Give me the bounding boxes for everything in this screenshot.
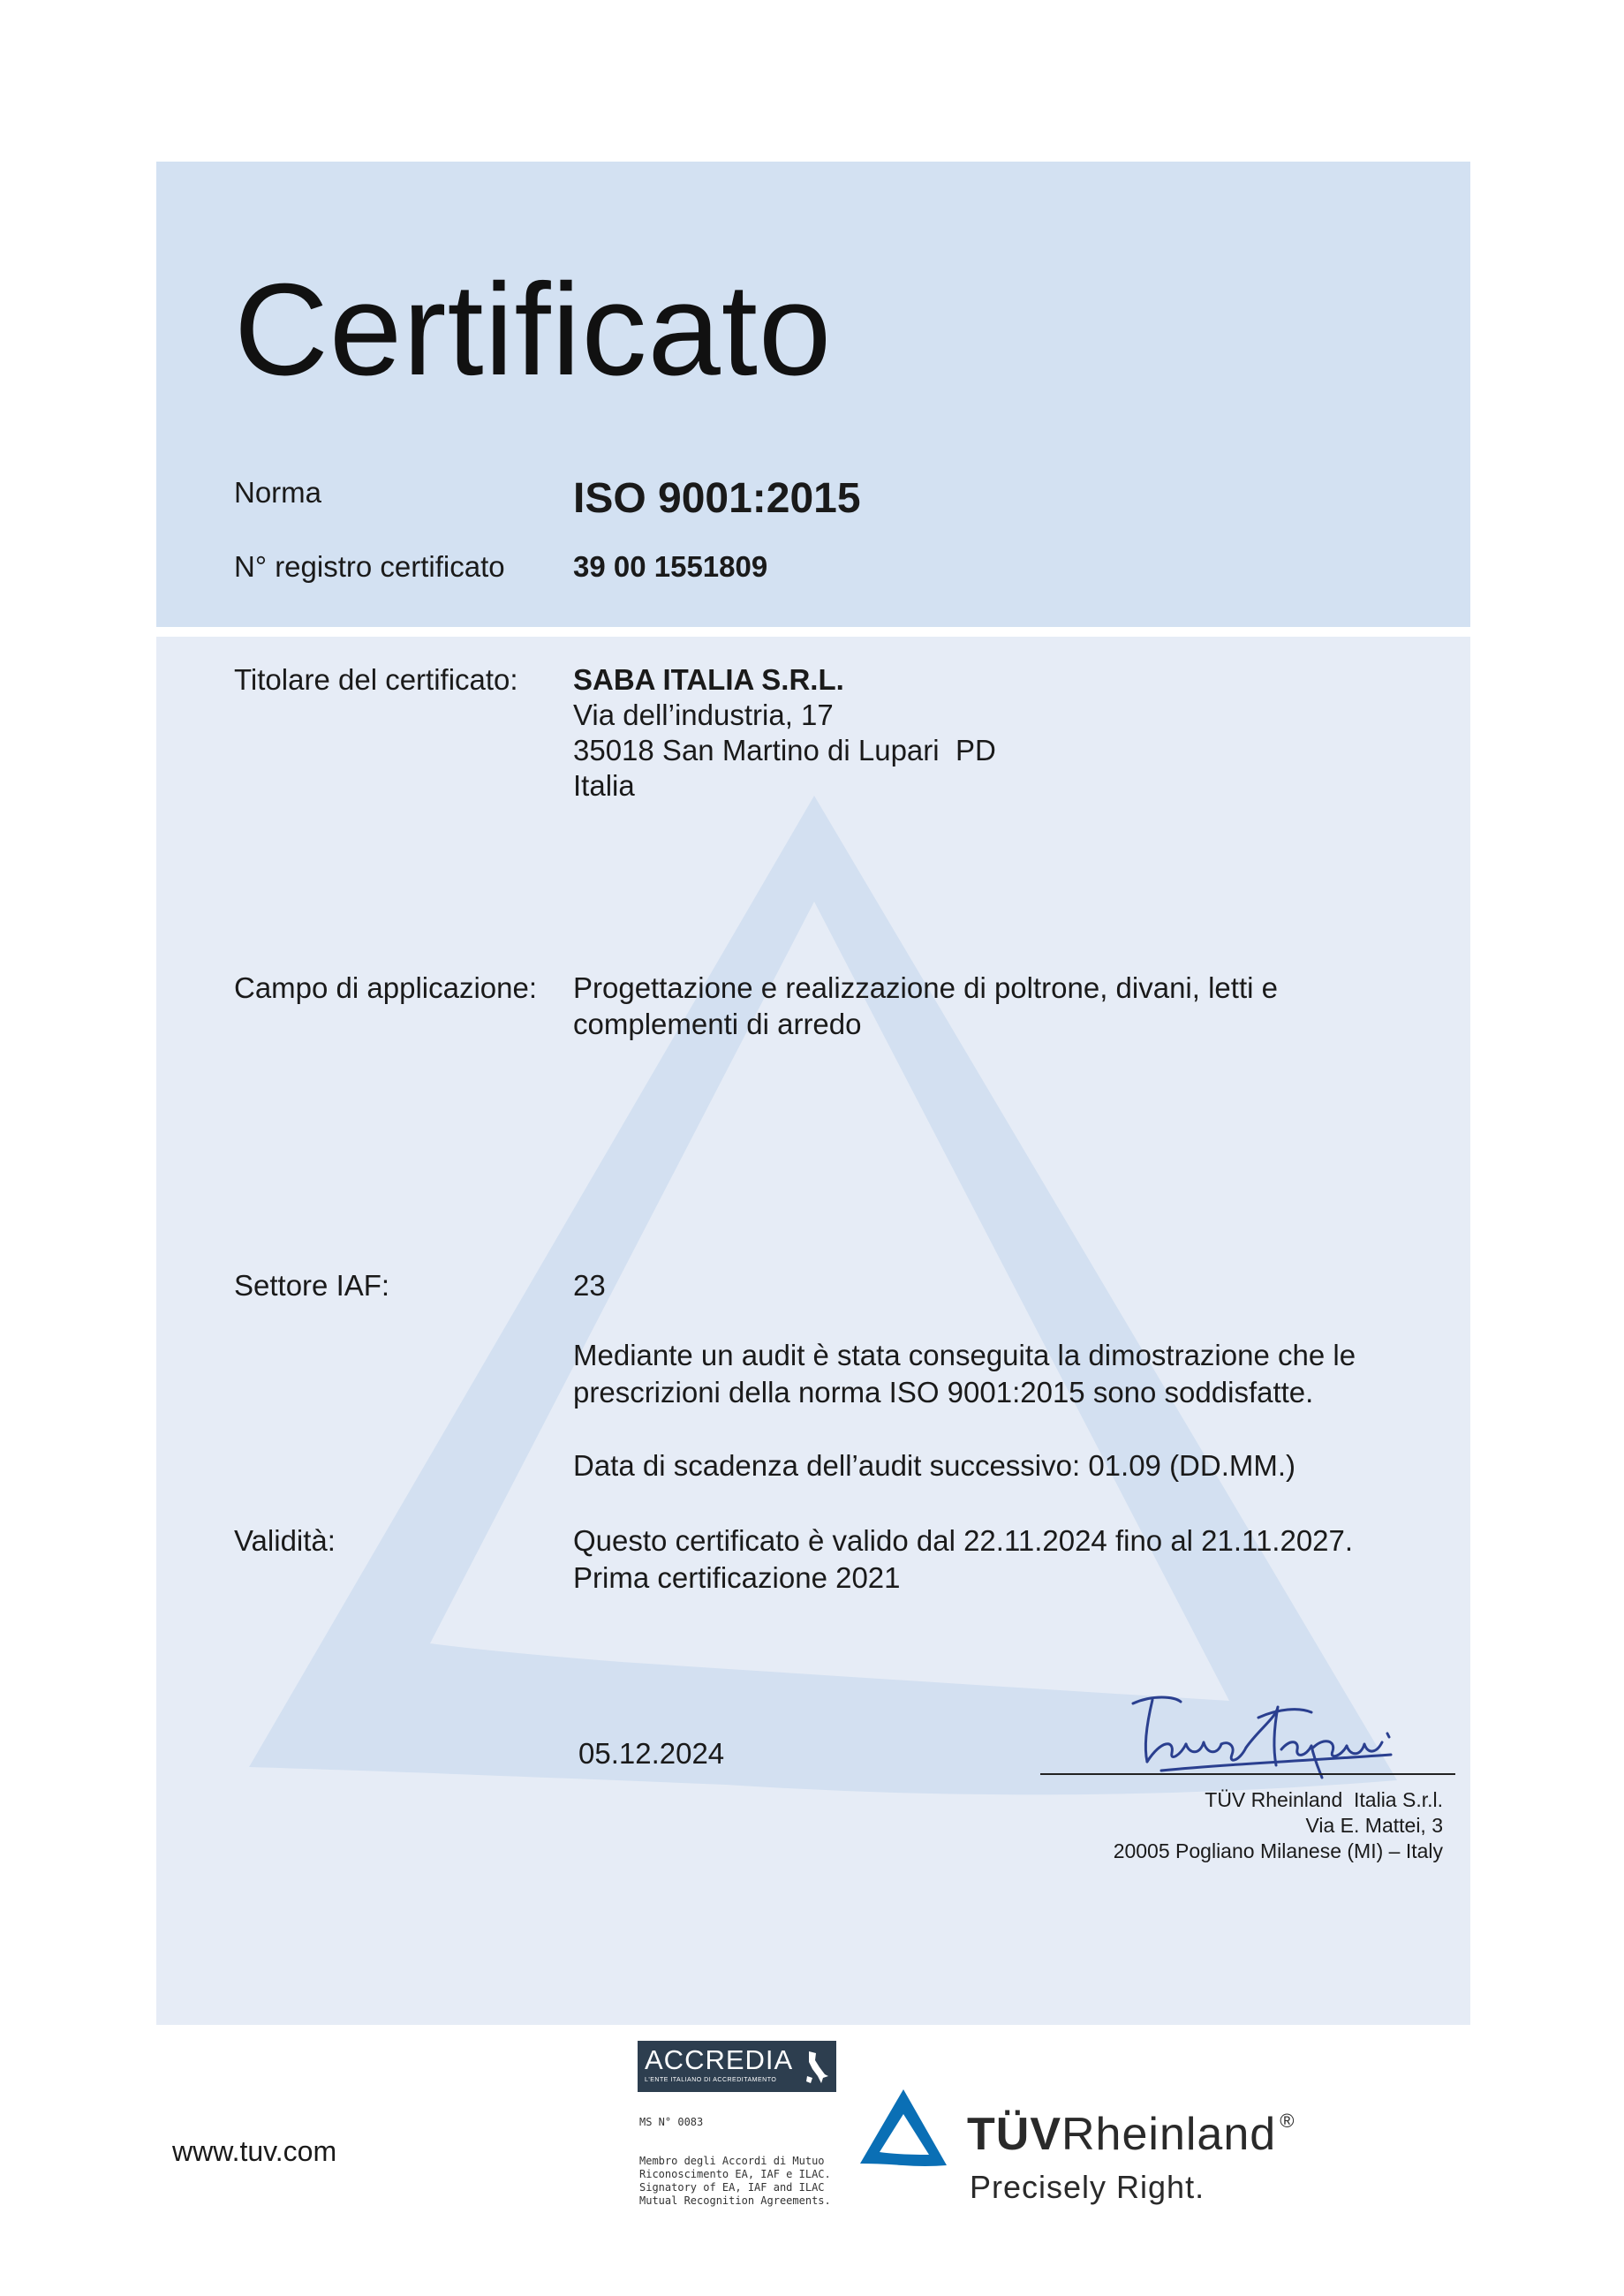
scope-line2: complementi di arredo xyxy=(573,1008,862,1040)
validity-label: Validità: xyxy=(234,1524,336,1557)
ms-number: MS N° 0083 xyxy=(639,2116,704,2128)
tuv-triangle-logo-icon xyxy=(858,2088,948,2169)
mra-line3: Signatory of EA, IAF and ILAC xyxy=(639,2181,825,2194)
accredia-subtitle: L'ENTE ITALIANO DI ACCREDITAMENTO xyxy=(645,2077,777,2083)
next-audit-date: Data di scadenza dell’audit successivo: 01.09 (DD.MM.) xyxy=(573,1449,1296,1482)
holder-name: SABA ITALIA S.R.L. xyxy=(573,663,844,696)
holder-address-line2: 35018 San Martino di Lupari PD xyxy=(573,734,996,767)
mra-line2: Riconoscimento EA, IAF e ILAC. xyxy=(639,2168,831,2180)
issue-date: 05.12.2024 xyxy=(578,1737,725,1770)
statement-line1: Mediante un audit è stata conseguita la dimostrazione che le xyxy=(573,1339,1356,1371)
issuer-line2: Via E. Mattei, 3 xyxy=(1305,1814,1443,1837)
tuv-brand-regular: Rheinland xyxy=(1061,2109,1277,2160)
holder-label: Titolare del certificato: xyxy=(234,663,518,696)
validity-line2: Prima certificazione 2021 xyxy=(573,1561,901,1594)
certificate-title: Certificato xyxy=(234,257,833,403)
validity-line1: Questo certificato è valido dal 22.11.2024 fino al 21.11.2027. xyxy=(573,1524,1354,1557)
registro-value: 39 00 1551809 xyxy=(573,550,768,583)
mra-line1: Membro degli Accordi di Mutuo xyxy=(639,2155,825,2167)
sector-value: 23 xyxy=(573,1269,606,1302)
signature-line xyxy=(1040,1773,1455,1775)
mra-line4: Mutual Recognition Agreements. xyxy=(639,2194,831,2207)
accredia-title: ACCREDIA xyxy=(645,2044,794,2075)
holder-address-line3: Italia xyxy=(573,769,635,802)
tuv-brand-bold: TÜV xyxy=(967,2109,1061,2160)
italy-map-icon xyxy=(804,2050,830,2087)
signature-image xyxy=(1126,1691,1400,1779)
norma-label: Norma xyxy=(234,476,322,509)
statement-line2: prescrizioni della norma ISO 9001:2015 sono soddisfatte. xyxy=(573,1376,1314,1409)
registro-label: N° registro certificato xyxy=(234,550,505,583)
tuv-rheinland-wordmark xyxy=(967,2109,1295,2160)
issuer-line1: TÜV Rheinland Italia S.r.l. xyxy=(1205,1788,1443,1811)
sector-label: Settore IAF: xyxy=(234,1269,390,1302)
website-link[interactable]: www.tuv.com xyxy=(172,2135,337,2167)
norma-value: ISO 9001:2015 xyxy=(573,475,861,522)
scope-line1: Progettazione e realizzazione di poltrone, divani, letti e xyxy=(573,971,1278,1004)
issuer-line3: 20005 Pogliano Milanese (MI) – Italy xyxy=(1113,1839,1443,1862)
accredia-logo xyxy=(638,2041,836,2092)
registered-mark: ® xyxy=(1280,2110,1295,2132)
tuv-slogan: Precisely Right. xyxy=(970,2169,1205,2205)
scope-label: Campo di applicazione: xyxy=(234,971,538,1004)
holder-address-line1: Via dell’industria, 17 xyxy=(573,699,834,731)
